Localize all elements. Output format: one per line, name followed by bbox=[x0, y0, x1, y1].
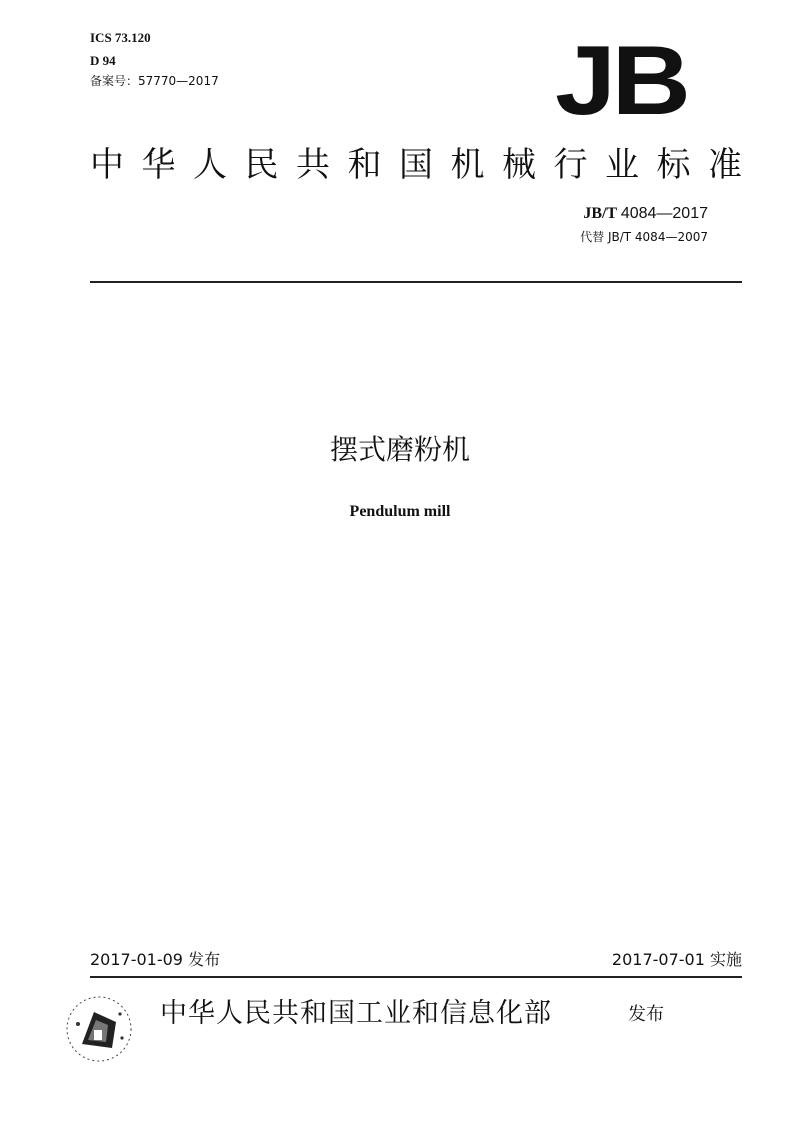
publisher-name: 中华人民共和国工业和信息化部 bbox=[160, 998, 552, 1029]
title-char: 机 bbox=[450, 145, 485, 185]
title-char: 华 bbox=[141, 145, 176, 185]
bottom-divider bbox=[90, 976, 742, 978]
title-char: 行 bbox=[553, 145, 588, 185]
standard-type-title bbox=[90, 143, 742, 187]
top-divider bbox=[90, 281, 742, 283]
title-char: 械 bbox=[502, 145, 536, 185]
standard-number-value: 4084—2017 bbox=[620, 205, 708, 222]
title-char: 业 bbox=[605, 145, 639, 185]
standard-prefix: JB/T bbox=[583, 205, 617, 222]
title-char: 标 bbox=[656, 145, 691, 185]
title-char: 人 bbox=[193, 145, 227, 185]
title-char: 中 bbox=[90, 145, 124, 185]
jb-logo: JB bbox=[555, 25, 687, 135]
category-code: D 94 bbox=[90, 53, 116, 68]
ics-code: ICS 73.120 bbox=[90, 30, 151, 45]
standard-number bbox=[583, 204, 708, 224]
implementation-date: 2017-07-01 实施 bbox=[611, 950, 742, 969]
title-char: 和 bbox=[347, 145, 382, 185]
document-title-chinese: 摆式磨粉机 bbox=[329, 433, 470, 466]
title-char: 准 bbox=[708, 145, 742, 185]
issue-date: 2017-01-09 发布 bbox=[90, 950, 221, 969]
title-char: 民 bbox=[244, 145, 279, 185]
publish-label: 发布 bbox=[628, 1004, 664, 1025]
filing-number: 备案号：57770—2017 bbox=[90, 74, 219, 88]
ministry-seal-icon bbox=[64, 994, 134, 1064]
title-char: 国 bbox=[399, 145, 433, 185]
document-title-english: Pendulum mill bbox=[349, 503, 451, 520]
replaces-standard: 代替 JB/T 4084—2007 bbox=[580, 230, 708, 244]
title-char: 共 bbox=[296, 145, 330, 185]
